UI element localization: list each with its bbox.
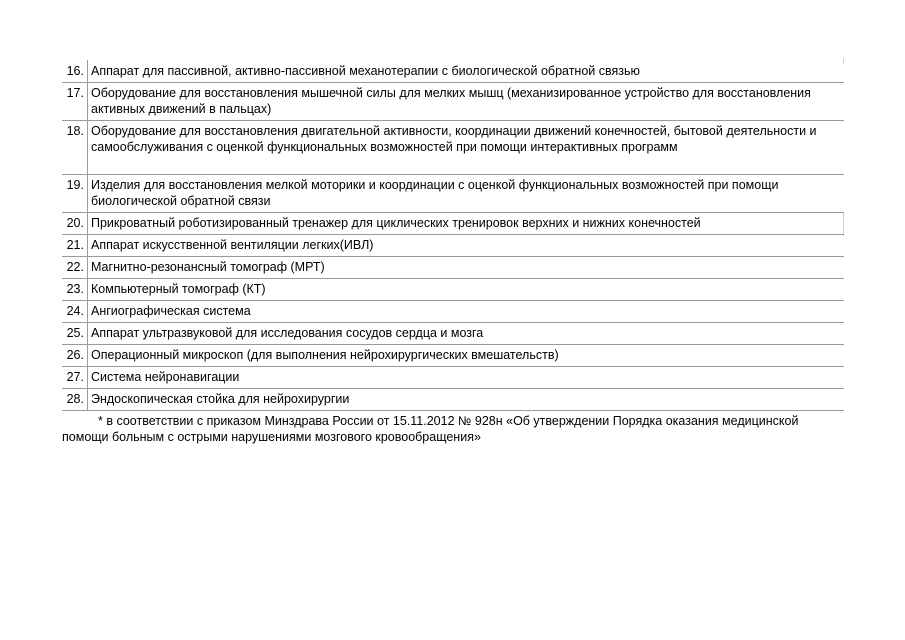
table-row	[62, 345, 844, 367]
row-text: Система нейронавигации	[88, 367, 845, 389]
row-text: Аппарат для пассивной, активно-пассивной механотерапии с биологической обратной связью	[88, 60, 845, 83]
row-number: 25.	[62, 323, 88, 345]
table-row	[62, 367, 844, 389]
equipment-table	[62, 60, 844, 411]
row-number: 20.	[62, 213, 88, 235]
table-row	[62, 83, 844, 121]
row-text: Изделия для восстановления мелкой моторики и координации с оценкой функциональных возможностей при помощи биологической обратной связи	[88, 175, 845, 213]
row-number: 19.	[62, 175, 88, 213]
row-text: Эндоскопическая стойка для нейрохирургии	[88, 389, 845, 411]
row-number: 21.	[62, 235, 88, 257]
table-row	[62, 323, 844, 345]
row-text: Операционный микроскоп (для выполнения нейрохирургических вмешательств)	[88, 345, 845, 367]
row-number: 23.	[62, 279, 88, 301]
footnote	[62, 413, 844, 445]
table-row	[62, 235, 844, 257]
table-row	[62, 279, 844, 301]
row-text: Компьютерный томограф (КТ)	[88, 279, 845, 301]
row-text: Аппарат искусственной вентиляции легких(ИВЛ)	[88, 235, 845, 257]
row-text: Прикроватный роботизированный тренажер для циклических тренировок верхних и нижних конечностей	[88, 213, 845, 235]
footnote-text: * в соответствии с приказом Минздрава России от 15.11.2012 № 928н «Об утверждении Порядка оказания медицинской помощи больным с острыми нарушениями мозгового кровообращения»	[62, 414, 799, 444]
table-row	[62, 301, 844, 323]
row-number: 26.	[62, 345, 88, 367]
table-row	[62, 121, 844, 175]
table-row	[62, 213, 844, 235]
row-number: 18.	[62, 121, 88, 175]
row-number: 24.	[62, 301, 88, 323]
row-text: Оборудование для восстановления мышечной силы для мелких мышц (механизированное устройство для восстановления активных движений в пальцах)	[88, 83, 845, 121]
table-row	[62, 60, 844, 83]
table-row	[62, 389, 844, 411]
row-number: 17.	[62, 83, 88, 121]
row-number: 27.	[62, 367, 88, 389]
row-text: Оборудование для восстановления двигательной активности, координации движений конечностей, бытовой деятельности и самообслуживания с оценкой функциональных возможностей при помощи интерактивных программ	[88, 121, 845, 175]
row-number: 16.	[62, 60, 88, 83]
table-row	[62, 257, 844, 279]
row-text: Ангиографическая система	[88, 301, 845, 323]
table-row	[62, 175, 844, 213]
row-text: Магнитно-резонансный томограф (МРТ)	[88, 257, 845, 279]
row-number: 22.	[62, 257, 88, 279]
row-number: 28.	[62, 389, 88, 411]
row-text: Аппарат ультразвуковой для исследования сосудов сердца и мозга	[88, 323, 845, 345]
